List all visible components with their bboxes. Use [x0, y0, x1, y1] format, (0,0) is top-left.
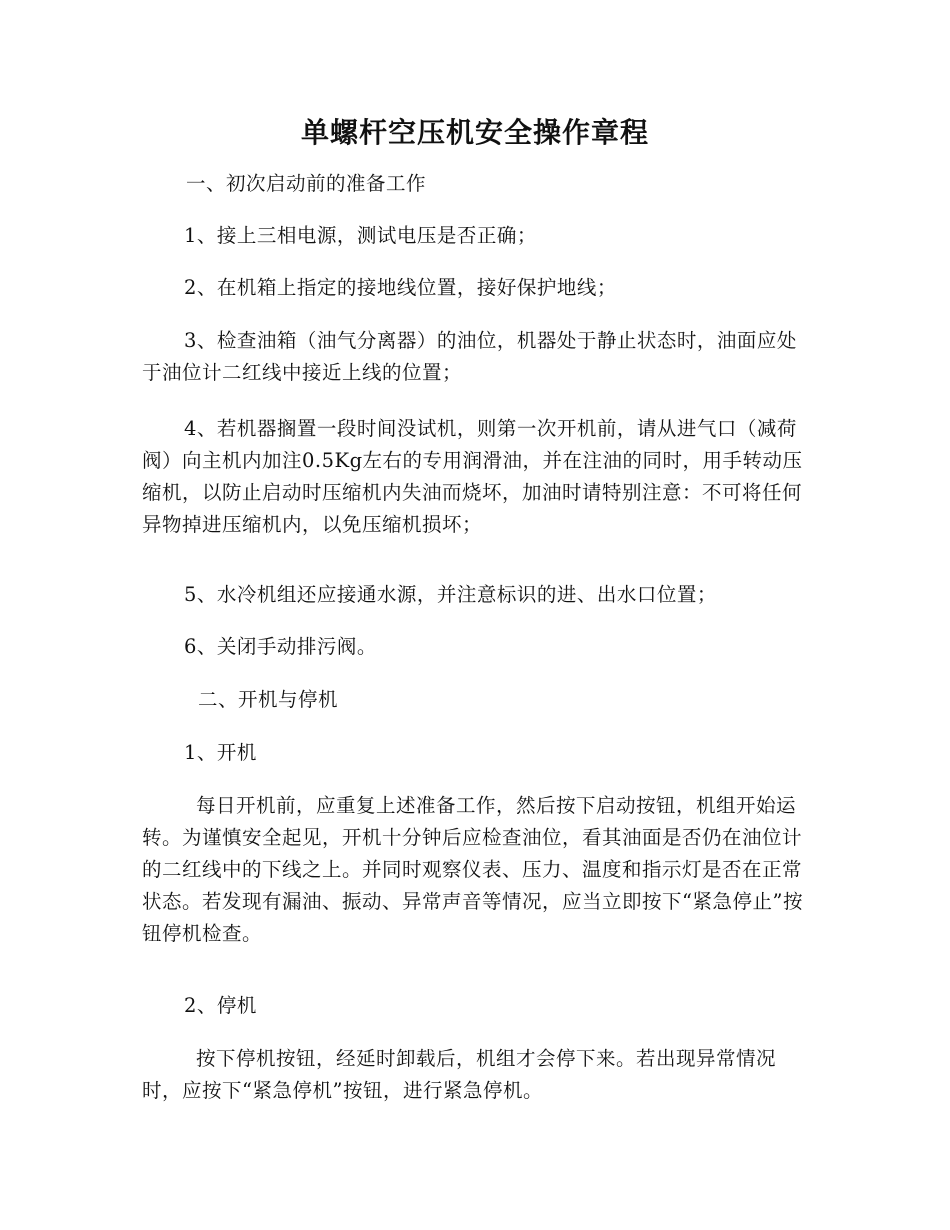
item-1: 1、接上三相电源，测试电压是否正确；: [184, 224, 537, 247]
stop-body: 按下停机按钮，经延时卸载后，机组才会停下来。若出现异常情况时，应按下“紧急停机”按钮，进行紧急停机。: [142, 1047, 777, 1102]
stop-heading: 2、停机: [184, 994, 257, 1017]
item-2: 2、在机箱上指定的接地线位置，接好保护地线；: [184, 276, 617, 299]
start-heading: 1、开机: [184, 741, 257, 764]
section-heading-2: 二、开机与停机: [198, 688, 339, 711]
item-4: 4、若机器搁置一段时间没试机，则第一次开机前，请从进气口（减荷阀）向主机内加注0.5Kg左右的专用润滑油，并在注油的同时，用手转动压缩机，以防止启动时压缩机内失油而烧坏，加油时请特别注意：不可将任何异物掉进压缩机内，以免压缩机损坏；: [142, 417, 803, 536]
document-title: 单螺杆空压机安全操作章程: [300, 116, 649, 149]
section-heading-1: 一、初次启动前的准备工作: [186, 172, 427, 195]
item-3: 3、检查油箱（油气分离器）的油位，机器处于静止状态时，油面应处于油位计二红线中接近上线的位置；: [142, 329, 797, 384]
start-body: 每日开机前，应重复上述准备工作，然后按下启动按钮，机组开始运转。为谨慎安全起见，开机十分钟后应检查油位，看其油面是否仍在油位计的二红线中的下线之上。并同时观察仪表、压力、温度和指示灯是否在正常状态。若发现有漏油、振动、异常声音等情况，应当立即按下“紧急停止”按钮停机检查。: [142, 794, 803, 945]
item-5: 5、水冷机组还应接通水源，并注意标识的进、出水口位置；: [184, 583, 717, 606]
item-6: 6、关闭手动排污阀。: [184, 635, 377, 658]
